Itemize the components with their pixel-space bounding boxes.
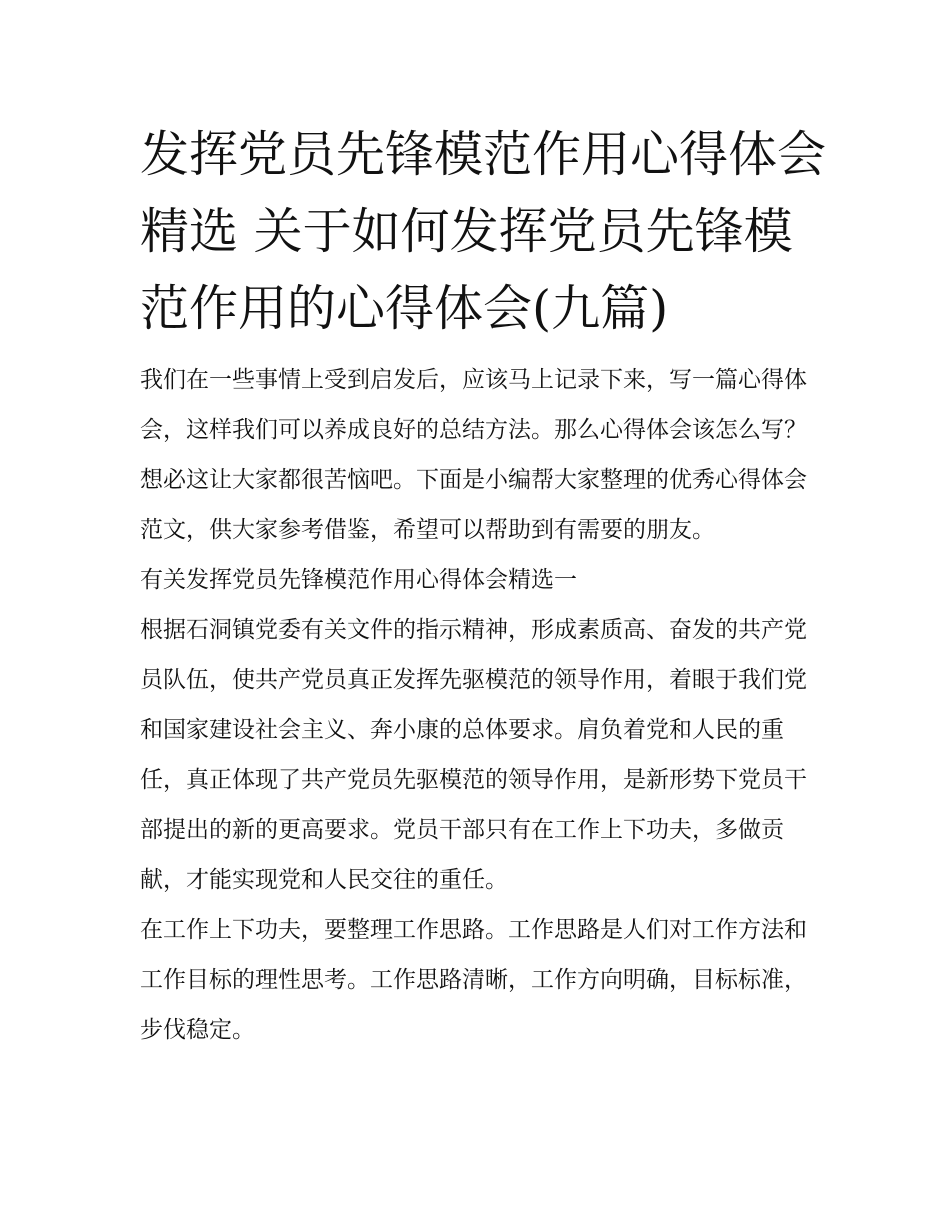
document-body bbox=[140, 355, 820, 1055]
document-title: 发挥党员先锋模范作用心得体会精选 关于如何发挥党员先锋模范作用的心得体会(九篇) bbox=[140, 126, 827, 337]
body-paragraph: 根据石洞镇党委有关文件的指示精神，形成素质高、奋发的共产党员队伍，使共产党员真正发挥先驱模范的领导作用，着眼于我们党和国家建设社会主义、奔小康的总体要求。肩负着党和人民的重任，真正体现了共产党员先驱模范的领导作用，是新形势下党员干部提出的新的更高要求。党员干部只有在工作上下功夫，多做贡献，才能实现党和人民交往的重任。 bbox=[140, 617, 807, 893]
body-paragraph: 在工作上下功夫，要整理工作思路。工作思路是人们对工作方法和工作目标的理性思考。工作思路清晰，工作方向明确，目标标准，步伐稳定。 bbox=[140, 917, 807, 1043]
section-heading: 有关发挥党员先锋模范作用心得体会精选一 bbox=[140, 567, 577, 593]
intro-paragraph: 我们在一些事情上受到启发后，应该马上记录下来，写一篇心得体会，这样我们可以养成良好的总结方法。那么心得体会该怎么写？想必这让大家都很苦恼吧。下面是小编帮大家整理的优秀心得体会范文，供大家参考借鉴，希望可以帮助到有需要的朋友。 bbox=[140, 367, 807, 543]
